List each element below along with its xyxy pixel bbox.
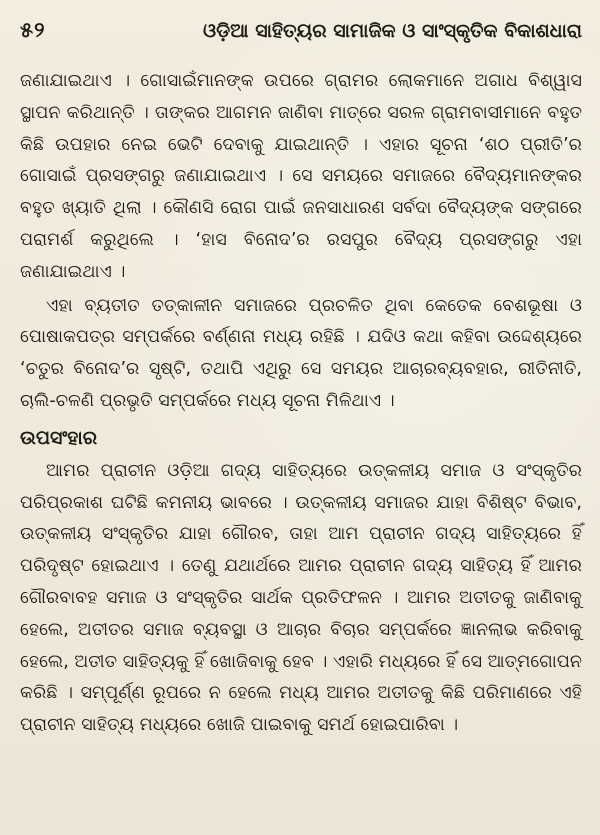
body-paragraph-2: ଏହା ବ୍ୟତୀତ ତତ୍‌କାଳୀନ ସମାଜରେ ପ୍ରଚଳିତ ଥିବା କେତେକ ବେଶଭୂଷା ଓ ପୋଷାକପତ୍ର ସମ୍ପର୍କରେ ବର୍ଣ୍ଣନା ମଧ୍ୟ ରହିଛି । ଯଦିଓ କଥା କହିବା ଉଦ୍ଦେଶ୍ୟରେ ‘ଚତୁର ବିନୋଦ’ର ସୃଷ୍ଟି, ତଥାପି ଏଥିରୁ ସେ ସମୟର ଆଚାରବ୍ୟବହାର, ରୀତିନୀତି, ଚାଲି-ଚଳଣି ପ୍ରଭୃତି ସମ୍ପର୍କରେ ମଧ୍ୟ ସୂଚନା ମିଳିଥାଏ । (20, 295, 582, 411)
body-paragraph-1: ଜଣାଯାଇଥାଏ । ଗୋସାଇଁମାନଙ୍କ ଉପରେ ଗ୍ରାମର ଲୋକମାନେ ଅଗାଧ ବିଶ୍ୱାସ ସ୍ଥାପନ କରିଥାନ୍ତି । ତାଙ୍କର ଆଗମନ ଜାଣିବା ମାତ୍ରେ ସରଳ ଗ୍ରାମବାସୀମାନେ ବହୁତ କିଛି ଉପହାର ନେଇ ଭେଟି ଦେବାକୁ ଯାଇଥାନ୍ତି । ଏହାର ସୂଚନା ‘ଶଠ ପ୍ରୀତି’ର ଗୋସାଇଁ ପ୍ରସଙ୍ଗରୁ ଜଣାଯାଇଥାଏ । ସେ ସମୟରେ ସମାଜରେ ବୈଦ୍ୟମାନଙ୍କର ବହୁତ ଖ୍ୟାତି ଥିଲା । କୌଣସି ରୋଗ ପାଇଁ ଜନସାଧାରଣ ସର୍ବଦା ବୈଦ୍ୟଙ୍କ ସଙ୍ଗରେ ପରାମର୍ଶ କରୁଥିଲେ । ‘ହାସ ବିନୋଦ’ର ରସପୁର ବୈଦ୍ୟ ପ୍ରସଙ୍ଗରୁ ଏହା ଜଣାଯାଇଥାଏ । (20, 71, 582, 282)
section-heading-conclusion: ଉପସଂହାର (20, 426, 98, 449)
page-number: ୫୨ (20, 18, 46, 42)
running-title: ଓଡ଼ିଆ ସାହିତ୍ୟର ସାମାଜିକ ଓ ସାଂସ୍କୃତିକ ବିକାଶଧାରା (203, 20, 582, 42)
page-header (20, 18, 582, 52)
body-paragraph-3: ଆମର ପ୍ରାଚୀନ ଓଡ଼ିଆ ଗଦ୍ୟ ସାହିତ୍ୟରେ ଉତ୍କଳୀୟ ସମାଜ ଓ ସଂସ୍କୃତିର ପରିପ୍ରକାଶ ଘଟିଛି କମନୀୟ ଭାବରେ । ଉତ୍କଳୀୟ ସମାଜର ଯାହା ବିଶିଷ୍ଟ ବିଭାବ, ଉତ୍କଳୀୟ ସଂସ୍କୃତିର ଯାହା ଗୌରବ, ତାହା ଆମ ପ୍ରାଚୀନ ଗଦ୍ୟ ସାହିତ୍ୟରେ ହିଁ ପରିଦୃଷ୍ଟ ହୋଇଥାଏ । ତେଣୁ ଯଥାର୍ଥରେ ଆମର ପ୍ରାଚୀନ ଗଦ୍ୟ ସାହିତ୍ୟ ହିଁ ଆମର ଗୌରବାବହ ସମାଜ ଓ ସଂସ୍କୃତିର ସାର୍ଥକ ପ୍ରତିଫଳନ । ଆମର ଅତୀତକୁ ଜାଣିବାକୁ ହେଲେ, ଅତୀତର ସମାଜ ବ୍ୟବସ୍ଥା ଓ ଆଚାର ବିଚାର ସମ୍ପର୍କରେ ଜ୍ଞାନଲାଭ କରିବାକୁ ହେଲେ, ଅତୀତ ସାହିତ୍ୟକୁ ହିଁ ଖୋଜିବାକୁ ହେବ । ଏହାରି ମଧ୍ୟରେ ହିଁ ସେ ଆତ୍ମଗୋପନ କରିଛି । ସମ୍ପୂର୍ଣ୍ଣ ରୂପରେ ନ ହେଲେ ମଧ୍ୟ ଆମର ଅତୀତକୁ କିଛି ପରିମାଣରେ ଏହି ପ୍ରାଚୀନ ସାହିତ୍ୟ ମଧ୍ୟରେ ଖୋଜି ପାଇବାକୁ ସମର୍ଥ ହୋଇପାରିବା । (20, 460, 582, 736)
